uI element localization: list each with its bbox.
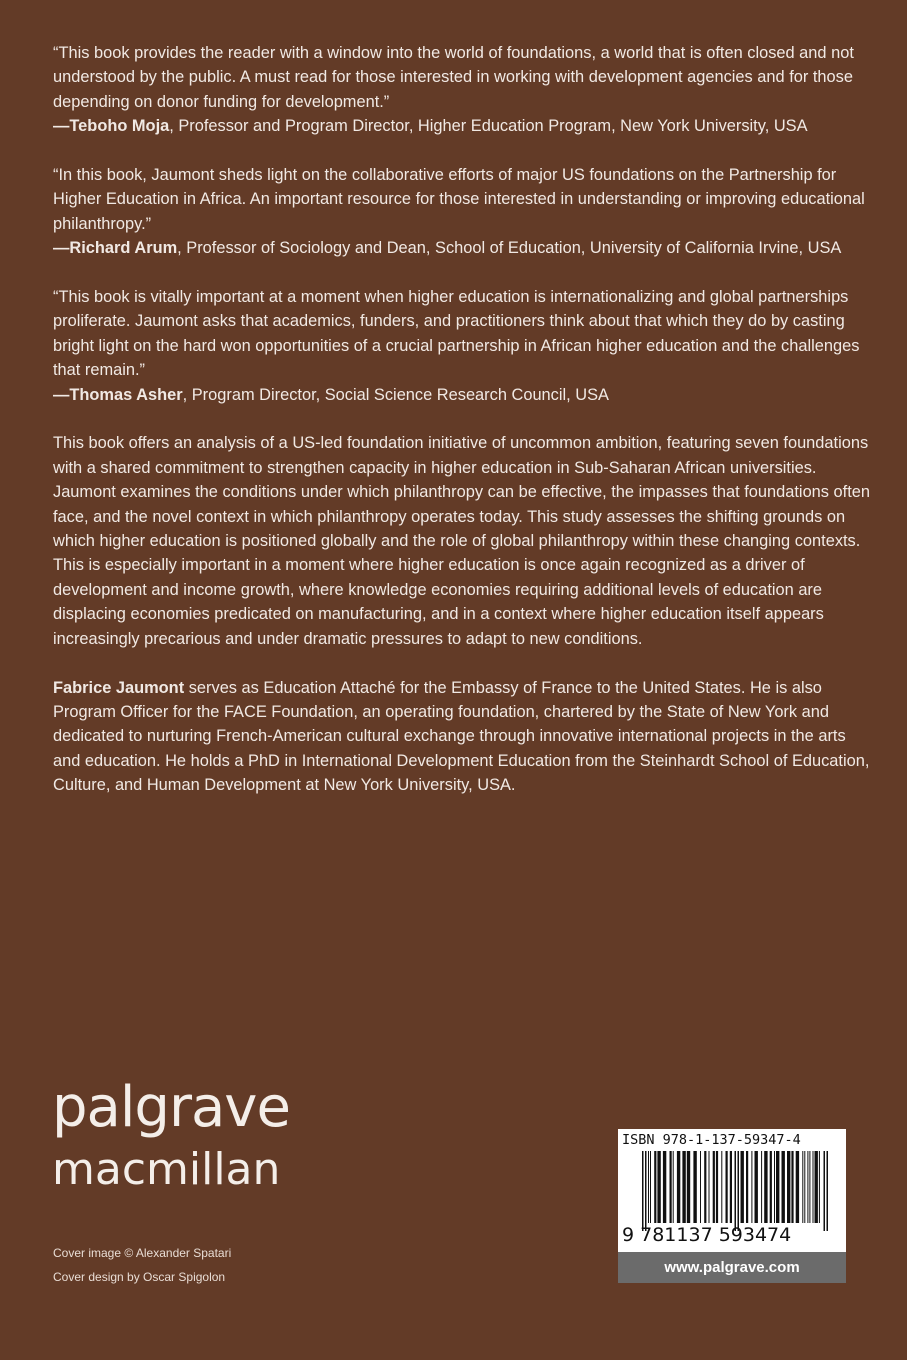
barcode-bar [709, 1151, 710, 1223]
quote-affiliation: , Professor and Program Director, Higher Education Program, New York University, USA [169, 117, 808, 136]
quote-text: “This book provides the reader with a window into the world of foundations, a world that is often closed and not understood by the public. A must read for those interested in working with development agencies and for those depending on donor funding for development.” [53, 44, 854, 111]
quote-text: “This book is vitally important at a moment when higher education is internationalizing and global partnerships proliferate. Jaumont asks that academics, funders, and practitioners think about that which they do by casting bright light on the hard won opportunities of a crucial partnership in African higher education and the challenges that remain.” [53, 288, 860, 380]
barcode-bar [726, 1151, 728, 1223]
barcode-bar [796, 1151, 799, 1223]
barcode-bar [642, 1151, 644, 1231]
barcode-bar [819, 1151, 820, 1223]
quote-arum [53, 163, 871, 261]
back-cover-text [53, 41, 871, 822]
isbn-label: ISBN 978-1-137-59347-4 [622, 1132, 801, 1148]
publisher-logo [52, 1075, 290, 1199]
quote-attribution [53, 236, 871, 260]
barcode-bar [827, 1151, 829, 1231]
barcode-bar [673, 1151, 674, 1223]
book-description: This book offers an analysis of a US-led foundation initiative of uncommon ambition, featuring seven foundations with a shared commitment to strengthen capacity in higher education in Sub-Saharan African universities. Jaumont examines the conditions under which philanthropy can be effective, the impasses that foundations often face, and the novel context in which philanthropy operates today. This study assesses the shifting grounds on which higher education is positioned globally and the role of global philanthropy within these changing contexts. This is especially important in a moment where higher education is once again recognized as a driver of development and income growth, where knowledge economies requiring additional levels of education are displacing economies predicated on manufacturing, and in a context where higher education itself appears increasingly precarious and under dramatic pressures to adapt to new conditions. [53, 434, 871, 648]
cover-design-credit: Cover design by Oscar Spigolon [53, 1270, 226, 1284]
publisher-url: www.palgrave.com [618, 1252, 846, 1283]
author-name: Fabrice Jaumont [53, 678, 185, 697]
quote-moja [53, 41, 871, 139]
barcode-bar [770, 1151, 772, 1223]
quote-asher [53, 285, 871, 407]
quote-author: —Teboho Moja [53, 117, 170, 136]
barcode-digits: 9 781137 593474 [622, 1224, 792, 1246]
author-bio-text: serves as Education Attaché for the Embassy of France to the United States. He is also Program Officer for the FACE Foundation, an operating foundation, chartered by the State of New York and dedicated to nurturing French-American cultural exchange through innovative international projects in the arts and education. He holds a PhD in International Development Education from the Steinhardt School of Education, Culture, and Human Development at New York University, USA. [53, 678, 870, 795]
barcode-bar [677, 1151, 680, 1223]
quote-affiliation: , Professor of Sociology and Dean, School of Education, University of California Irvine, USA [177, 239, 842, 258]
barcode-bar [791, 1151, 793, 1223]
barcode-bar [713, 1151, 715, 1223]
barcode-bar [804, 1151, 805, 1223]
barcode-bar [755, 1151, 758, 1223]
barcode-bar [741, 1151, 744, 1223]
barcode-bar [807, 1151, 808, 1223]
quote-author: —Thomas Asher [53, 385, 183, 404]
barcode-bar [700, 1151, 701, 1223]
barcode-bar [764, 1151, 767, 1223]
barcode-bar [782, 1151, 785, 1223]
quote-affiliation: , Program Director, Social Science Research Council, USA [182, 385, 609, 404]
cover-image-credit: Cover image © Alexander Spatari [53, 1246, 232, 1260]
barcode-bar [721, 1151, 722, 1223]
barcode-bar [787, 1151, 790, 1223]
quote-text: “In this book, Jaumont sheds light on the collaborative efforts of major US foundations on the Partnership for Higher Education in Africa. An important resource for those interested in understanding or improving educational philanthropy.” [53, 166, 865, 233]
barcode-bar [746, 1151, 748, 1223]
barcode-bar [815, 1151, 818, 1223]
barcode-bar [670, 1151, 672, 1223]
quote-author: —Richard Arum [53, 239, 178, 258]
barcode-bar [802, 1151, 803, 1223]
publisher-logo-line1: palgrave [52, 1075, 290, 1140]
cover-credits [53, 1241, 231, 1289]
barcode-bar [716, 1151, 718, 1223]
isbn-barcode-box [618, 1129, 846, 1283]
barcode-bar [813, 1151, 814, 1223]
barcode-bar [824, 1151, 826, 1231]
barcode-bar [693, 1151, 696, 1223]
barcode-bar [663, 1151, 666, 1223]
barcode-bar [738, 1151, 740, 1231]
barcode-bar [809, 1151, 810, 1223]
barcode-bar [657, 1151, 660, 1223]
barcode-bar [751, 1151, 752, 1223]
barcode-bar [735, 1151, 737, 1231]
barcode-bar [645, 1151, 647, 1231]
barcode-bar [776, 1151, 779, 1223]
barcode-bar [761, 1151, 762, 1223]
barcode-bar [774, 1151, 775, 1223]
barcode-bar [682, 1151, 685, 1223]
barcode-bar [654, 1151, 656, 1223]
barcode-bar [730, 1151, 732, 1223]
quote-attribution [53, 114, 871, 138]
barcode-bar [704, 1151, 706, 1223]
author-bio [53, 676, 871, 798]
quote-attribution [53, 383, 871, 407]
publisher-logo-line2: macmillan [52, 1144, 281, 1195]
barcode-bar [648, 1151, 649, 1223]
barcode-bar [687, 1151, 690, 1223]
barcode-bar [650, 1151, 651, 1223]
